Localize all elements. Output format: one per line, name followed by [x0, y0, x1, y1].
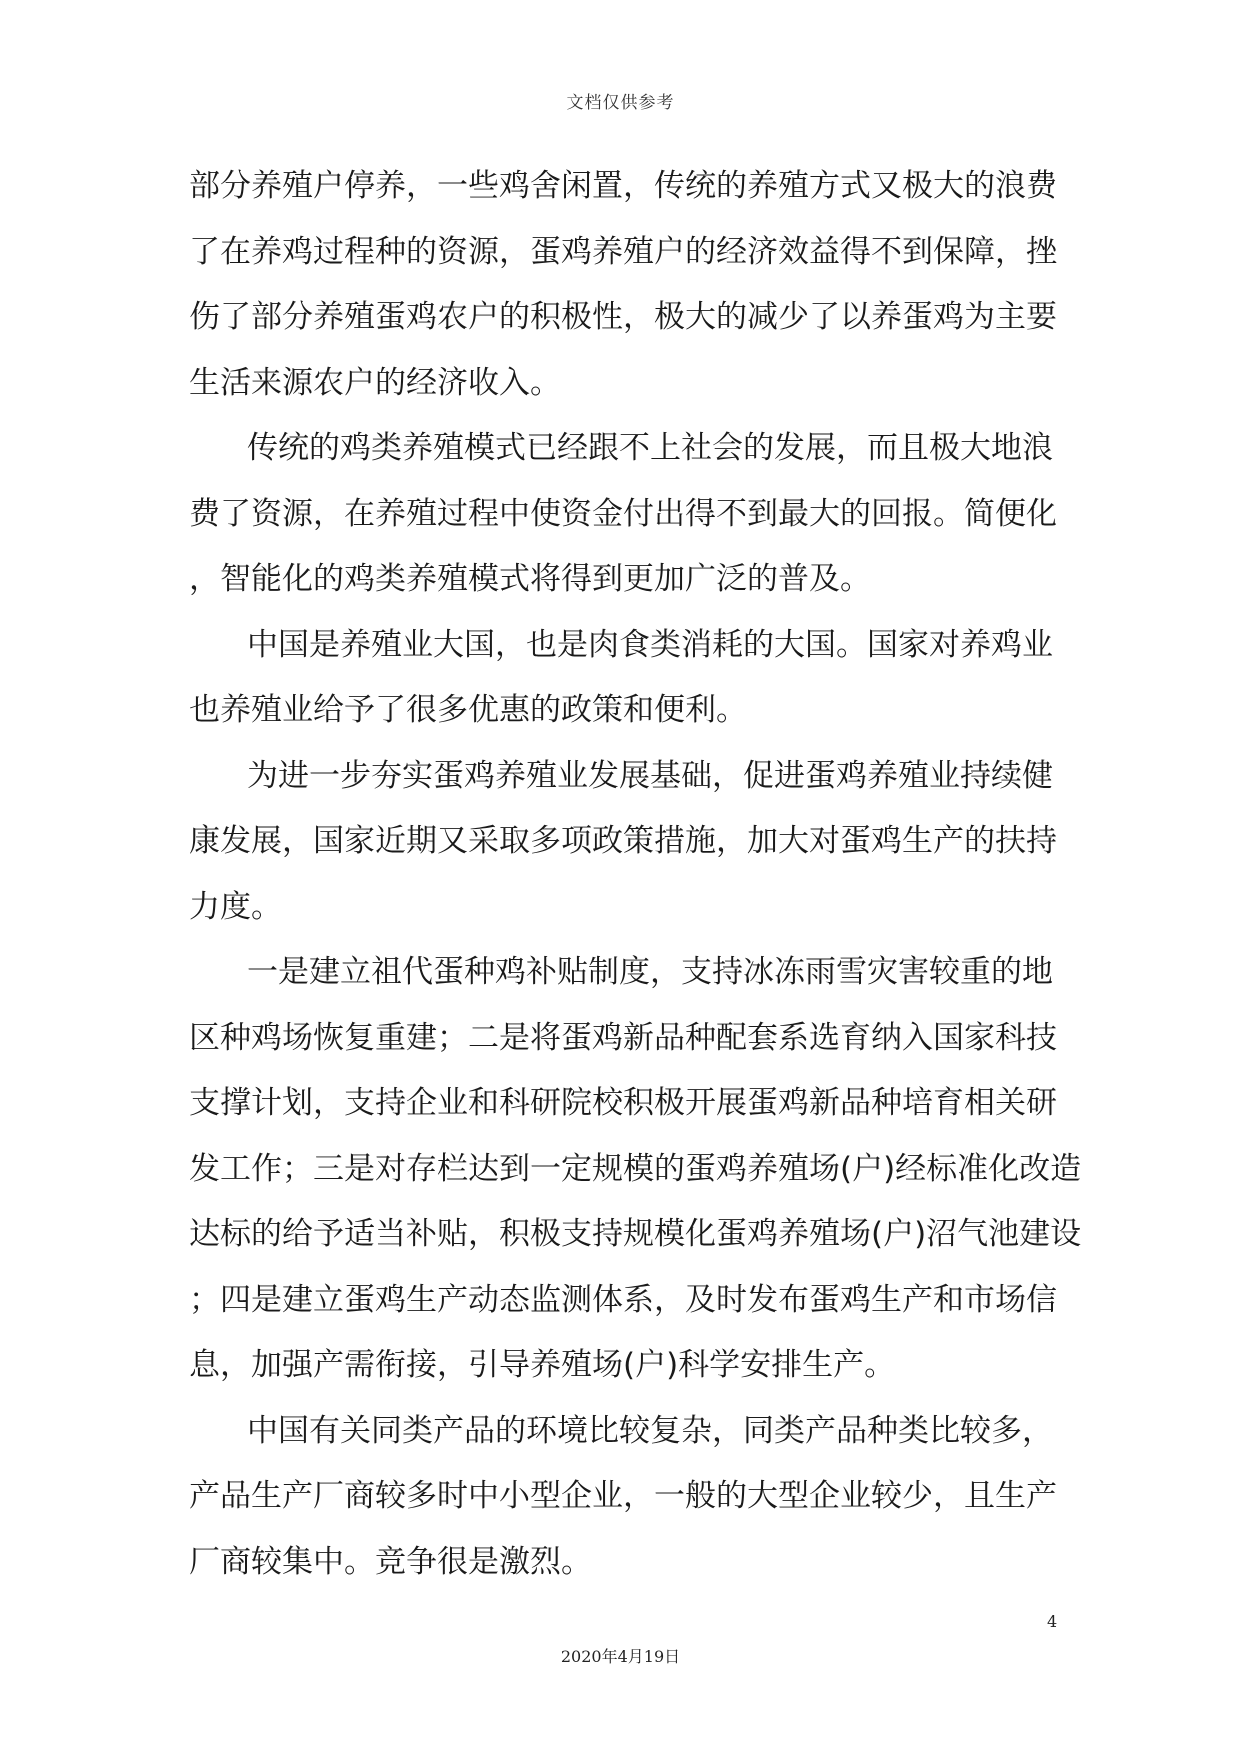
text-line: 生活来源农户的经济收入。: [189, 364, 561, 401]
text-line: 达标的给予适当补贴，积极支持规模化蛋鸡养殖场(户)沼气池建设: [189, 1216, 1082, 1252]
text-line: 部分养殖户停养，一些鸡舍闲置，传统的养殖方式又极大的浪费: [189, 168, 1057, 204]
page-number: 4: [1047, 1612, 1058, 1631]
text-line: 一是建立祖代蛋种鸡补贴制度，支持冰冻雨雪灾害较重的地: [247, 954, 1053, 990]
text-line: 也养殖业给予了很多优惠的政策和便利。: [189, 692, 747, 728]
text-line: 伤了部分养殖蛋鸡农户的积极性，极大的减少了以养蛋鸡为主要: [189, 299, 1057, 335]
page-header: 文档仅供参考: [566, 93, 675, 113]
text-line: 厂商较集中。竞争很是激烈。: [189, 1543, 592, 1580]
text-line: 为进一步夯实蛋鸡养殖业发展基础，促进蛋鸡养殖业持续健: [247, 757, 1053, 794]
text-line: 力度。: [189, 888, 282, 925]
text-line: 区种鸡场恢复重建；二是将蛋鸡新品种配套系选育纳入国家科技: [189, 1019, 1057, 1056]
text-line: 了在养鸡过程种的资源，蛋鸡养殖户的经济效益得不到保障，挫: [189, 233, 1057, 270]
text-line: 发工作；三是对存栏达到一定规模的蛋鸡养殖场(户)经标准化改造: [189, 1150, 1082, 1187]
text-line: 支撑计划，支持企业和科研院校积极开展蛋鸡新品种培育相关研: [189, 1085, 1057, 1121]
text-line: ，智能化的鸡类养殖模式将得到更加广泛的普及。: [189, 561, 871, 597]
text-line: 中国有关同类产品的环境比较复杂，同类产品种类比较多，: [247, 1412, 1053, 1449]
footer-date: 2020年4月19日: [560, 1647, 681, 1666]
text-line: ；四是建立蛋鸡生产动态监测体系，及时发布蛋鸡生产和市场信: [189, 1281, 1057, 1318]
document-body: [189, 154, 1082, 1595]
text-line: 康发展，国家近期又采取多项政策措施，加大对蛋鸡生产的扶持: [189, 823, 1057, 859]
text-line: 息，加强产需衔接，引导养殖场(户)科学安排生产。: [189, 1347, 896, 1383]
text-line: 传统的鸡类养殖模式已经跟不上社会的发展，而且极大地浪: [247, 430, 1053, 466]
text-line: 产品生产厂商较多时中小型企业，一般的大型企业较少，且生产: [189, 1478, 1057, 1514]
text-line: 中国是养殖业大国，也是肉食类消耗的大国。国家对养鸡业: [247, 626, 1053, 663]
text-line: 费了资源，在养殖过程中使资金付出得不到最大的回报。简便化: [189, 495, 1057, 532]
